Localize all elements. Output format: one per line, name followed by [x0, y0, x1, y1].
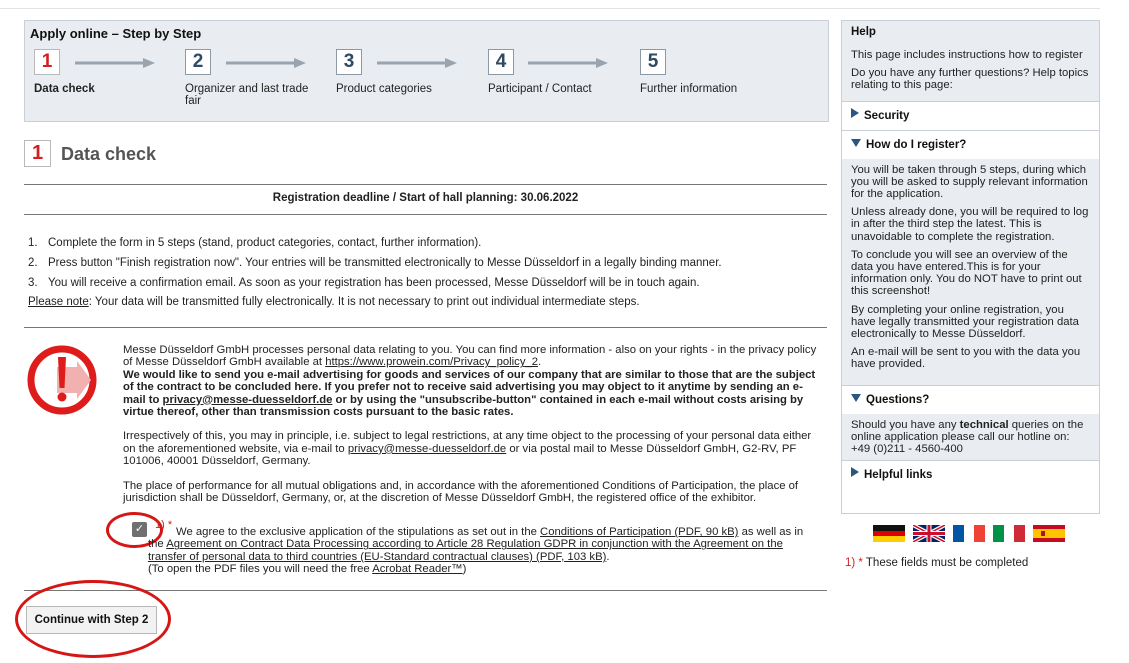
privacy-email-link[interactable]: privacy@messe-duesseldorf.de — [162, 393, 333, 406]
section-number: 1 — [24, 140, 51, 167]
wizard-step-5 — [640, 49, 790, 95]
step-number: 2 — [185, 49, 211, 75]
acrobat-reader-link[interactable]: Acrobat Reader™ — [372, 563, 463, 576]
help-intro: This page includes instructions how to register Do you have any further questions? Help topics relating to this page: — [842, 43, 1099, 101]
continue-step-2-button[interactable]: Continue with Step 2 — [26, 606, 157, 634]
page-title: Data check — [61, 144, 157, 164]
step-label: Data check — [34, 83, 95, 95]
highlight-circle — [15, 580, 171, 658]
help-topic-helpful-links[interactable]: Helpful links — [842, 461, 1099, 489]
help-topic-register[interactable]: How do I register? — [842, 131, 1099, 159]
warning-icon — [27, 345, 97, 415]
triangle-right-icon — [851, 467, 859, 477]
note-label: Please note — [28, 296, 89, 308]
help-topic-security[interactable]: Security — [842, 102, 1099, 130]
required-fields-note: 1) * These fields must be completed — [845, 557, 1029, 569]
step-number: 3 — [336, 49, 362, 75]
step-label: Organizer and last trade fair — [185, 83, 309, 107]
wizard-step-3 — [336, 49, 486, 95]
triangle-down-icon — [851, 394, 861, 402]
step-arrow-icon — [75, 58, 155, 68]
wizard-step-1 — [34, 49, 184, 95]
list-item: 3. You will receive a confirmation email. As soon as your registration has been processed, Messe Düsseldorf will be in touch again. — [28, 277, 700, 289]
required-mark: 1) * — [155, 519, 173, 531]
step-label: Product categories — [336, 83, 432, 95]
flag-uk-icon[interactable] — [913, 525, 945, 542]
divider — [24, 327, 827, 328]
consent-checkbox[interactable]: ✓ — [132, 522, 147, 537]
help-register-body: You will be taken through 5 steps, during which you will be asked to supply relevant information for the application. Unless already done, you will be required to log in after the third step the latest. This is unavoidable to complete the registration. To conclude you will see an overview of the data you have entered.This is for your information only. You do NOT have to print out this screenshot! By completing your online registration, you have legally transmitted your registration data electronically to Messe Düsseldorf. An e-mail will be sent to you with the data you have provided. — [842, 159, 1099, 385]
privacy-paragraph: Irrespectively of this, you may in principle, i.e. subject to legal restrictions, at any time object to the processing of your personal data either on the aforementioned website, via e-mail to privacy@messe-duesseldorf.de or via postal mail to Messe Düsseldorf GmbH, G2-RV, PF 101006, 40001 Düsseldorf, Germany. — [123, 430, 812, 468]
step-label: Further information — [640, 83, 738, 95]
wizard-steps-panel — [24, 20, 829, 122]
step-label: Participant / Contact — [488, 83, 592, 95]
privacy-notice — [123, 344, 823, 516]
consent-label: We agree to the exclusive application of the stipulations as set out in the Conditions of Participation (PDF, 90 kB) as well as in the Agreement on Contract Data Processing according to Article 28 Regulation GDPR in conjunction with the Agreement on the transfer of personal data to third countries (EU-Standard contractual clauses) (PDF, 103 kB). (To open the PDF files you will need the free Acrobat Reader™) — [148, 526, 804, 576]
step-arrow-icon — [377, 58, 457, 68]
list-item: 1. Complete the form in 5 steps (stand, product categories, contact, further information). — [28, 237, 482, 249]
step-arrow-icon — [226, 58, 306, 68]
divider — [24, 214, 827, 215]
agreement-pdf-link[interactable]: Agreement on Contract Data Processing according to Article 28 Regulation GDPR in conjunction with the Agreement on the transfer of personal data to third countries (EU-Standard contractual clauses) (PDF, 103 kB) — [148, 538, 783, 563]
flag-de-icon[interactable] — [873, 525, 905, 542]
divider — [24, 184, 827, 185]
privacy-paragraph: Messe Düsseldorf GmbH processes personal data relating to you. You can find more information - also on your rights - in the privacy policy of Messe Düsseldorf GmbH available at https://www.prowein.com/Privacy_policy_2. We would like to send you e-mail advertising for goods and services of our company that are similar to those that are the subject of the contract to be concluded here. If you prefer not to receive said advertising you may object to it anytime by sending an e-mail to privacy@messe-duesseldorf.de or by using the "unsubscribe-button" contained in each e-mail without costs arising by virtue thereof, other than transmission costs pursuant to the basic rates. — [123, 344, 817, 419]
step-number: 1 — [34, 49, 60, 75]
wizard-title: Apply online – Step by Step — [30, 26, 202, 41]
note-text: Please note: Your data will be transmitted fully electronically. It is not necessary to print out individual intermediate steps. — [28, 296, 640, 308]
instruction-list — [28, 236, 828, 296]
help-topic-questions[interactable]: Questions? — [842, 386, 1099, 414]
triangle-down-icon — [851, 139, 861, 147]
step-number: 4 — [488, 49, 514, 75]
help-title: Help — [842, 21, 1099, 43]
privacy-email-link[interactable]: privacy@messe-duesseldorf.de — [347, 442, 507, 455]
step-number: 5 — [640, 49, 666, 75]
list-item: 2. Press button "Finish registration now". Your entries will be transmitted electronically to Messe Düsseldorf in a legally binding manner. — [28, 257, 722, 269]
top-divider — [0, 8, 1100, 9]
help-panel — [841, 20, 1100, 514]
flag-fr-icon[interactable] — [953, 525, 985, 542]
flag-es-icon[interactable] — [1033, 525, 1065, 542]
step-arrow-icon — [528, 58, 608, 68]
privacy-paragraph: The place of performance for all mutual obligations and, in accordance with the aforementioned Conditions of Participation, the place of jurisdiction shall be Düsseldorf, Germany, or, at the discretion of Messe Düsseldorf GmbH, the registered office of the exhibitor. — [123, 479, 799, 505]
conditions-pdf-link[interactable]: Conditions of Participation (PDF, 90 kB) — [540, 526, 739, 538]
hotline-number: +49 (0)211 - 4560-400 — [851, 443, 963, 456]
wizard-step-4 — [488, 49, 638, 95]
registration-deadline: Registration deadline / Start of hall planning: 30.06.2022 — [272, 192, 579, 204]
triangle-right-icon — [851, 108, 859, 118]
flag-it-icon[interactable] — [993, 525, 1025, 542]
privacy-policy-link[interactable]: https://www.prowein.com/Privacy_policy_2 — [325, 356, 539, 369]
help-questions-body: Should you have any technical queries on the online application please call our hotline on: +49 (0)211 - 4560-400 — [842, 414, 1099, 461]
